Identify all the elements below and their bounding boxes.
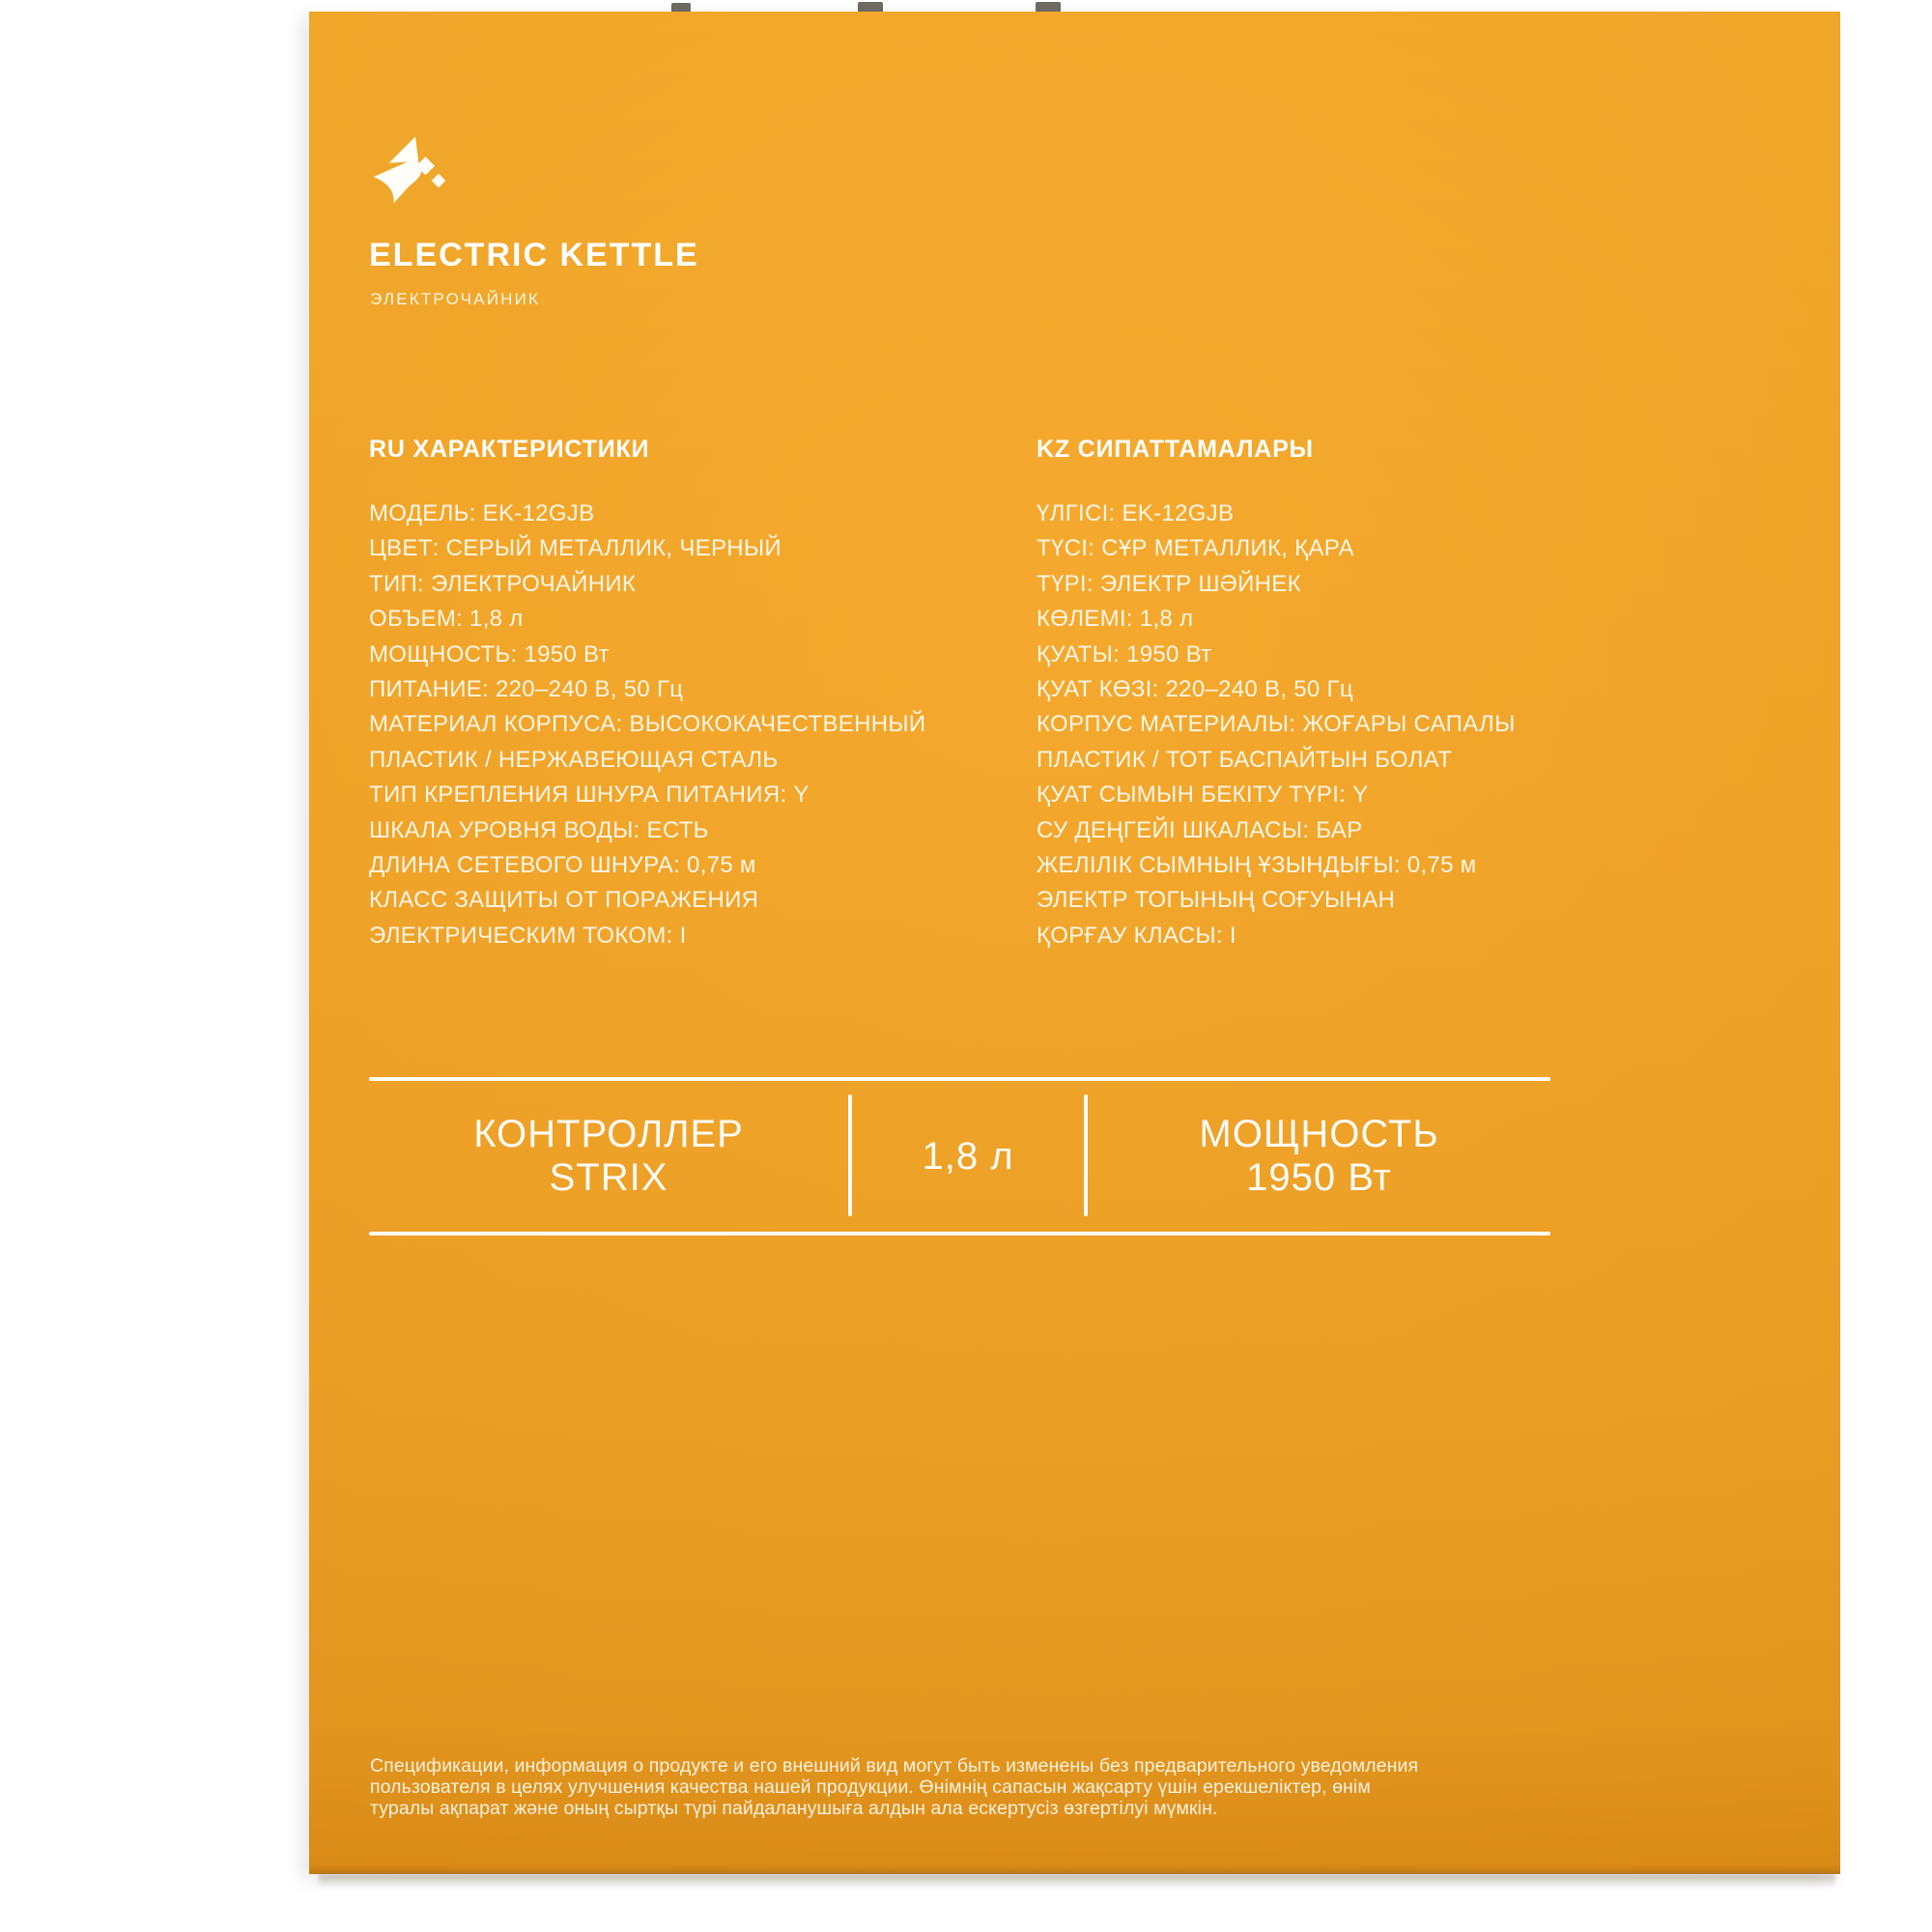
spec-line-kz-cord-length: ЖЕЛІЛІК СЫМНЫҢ ҰЗЫНДЫҒЫ: 0,75 м [1037,852,1477,879]
spec-line-ru-water-scale: ШКАЛА УРОВНЯ ВОДЫ: ЕСТЬ [369,816,709,843]
band-rule-bottom [369,1232,1550,1236]
brand-logo-icon [369,130,446,208]
spec-line-kz-volume: КӨЛЕМІ: 1,8 л [1037,606,1194,633]
spec-line-ru-protection-2: ЭЛЕКТРИЧЕСКИМ ТОКОМ: I [369,922,687,949]
spec-line-kz-supply: ҚУАТ КӨЗІ: 220–240 В, 50 Гц [1037,676,1353,703]
product-subtitle: ЭЛЕКТРОЧАЙНИК [370,290,541,308]
feature-volume [852,1081,1084,1232]
spec-line-kz-material-1: КОРПУС МАТЕРИАЛЫ: ЖОҒАРЫ САПАЛЫ [1037,711,1516,738]
feature-volume-line-1: 1,8 л [922,1134,1014,1178]
spec-line-kz-model: ҮЛГІСІ: EK-12GJB [1037,500,1235,526]
feature-power [1088,1081,1550,1232]
spec-line-kz-protection-2: ҚОРҒАУ КЛАСЫ: I [1037,922,1236,949]
specs-ru-heading: RU ХАРАКТЕРИСТИКИ [369,436,650,463]
spec-line-ru-supply: ПИТАНИЕ: 220–240 В, 50 Гц [369,676,684,703]
product-title: ELECTRIC KETTLE [369,237,699,273]
spec-line-kz-protection-1: ЭЛЕКТР ТОГЫНЫҢ СОҒУЫНАН [1037,887,1396,914]
spec-line-ru-color: ЦВЕТ: СЕРЫЙ МЕТАЛЛИК, ЧЕРНЫЙ [369,535,781,562]
specs-kz-list [1037,497,1713,953]
specs-ru-column [369,435,1026,953]
spec-line-ru-cord-length: ДЛИНА СЕТЕВОГО ШНУРА: 0,75 м [369,852,756,879]
spec-line-kz-color: ТҮСІ: СҰР МЕТАЛЛИК, ҚАРА [1037,535,1354,562]
kettle-box-back-panel [309,12,1840,1874]
spec-line-ru-material-2: ПЛАСТИК / НЕРЖАВЕЮЩАЯ СТАЛЬ [369,746,779,773]
feature-controller-line-1: КОНТРОЛЛЕР [473,1113,744,1155]
specs-ru-list [369,497,1026,953]
feature-power-line-1: МОЩНОСТЬ [1199,1113,1439,1155]
spec-line-ru-protection-1: КЛАСС ЗАЩИТЫ ОТ ПОРАЖЕНИЯ [369,887,759,914]
legal-footnote-line-1: Спецификации, информация о продукте и его внешний вид могут быть изменены без предварительного уведомления [370,1755,1419,1776]
spec-line-ru-material-1: МАТЕРИАЛ КОРПУСА: ВЫСОКОКАЧЕСТВЕННЫЙ [369,711,926,738]
spec-line-kz-material-2: ПЛАСТИК / ТОТ БАСПАЙТЫН БОЛАТ [1037,746,1453,773]
specs-kz-heading: KZ СИПАТТАМАЛАРЫ [1037,436,1314,463]
spec-line-kz-power: ҚУАТЫ: 1950 Вт [1037,640,1212,668]
legal-footnote [370,1756,1418,1819]
spec-line-ru-volume: ОБЪЕМ: 1,8 л [369,606,524,633]
feature-controller [369,1081,848,1232]
spec-line-kz-water-scale: СУ ДЕҢГЕЙІ ШКАЛАСЫ: БАР [1037,816,1363,843]
legal-footnote-line-3: туралы ақпарат және оның сыртқы түрі пайдаланушыға алдын ала ескертусіз өзгертілуі мүмкін. [370,1797,1218,1819]
box-bottom-shadow [319,1874,1835,1888]
spec-line-kz-cord-type: ҚУАТ СЫМЫН БЕКІТУ ТҮРІ: Y [1037,781,1369,809]
spec-line-ru-type: ТИП: ЭЛЕКТРОЧАЙНИК [369,570,637,597]
specs-kz-column [1037,435,1713,953]
feature-power-line-2: 1950 Вт [1246,1156,1392,1199]
spec-line-ru-cord-type: ТИП КРЕПЛЕНИЯ ШНУРА ПИТАНИЯ: Y [369,781,810,809]
legal-footnote-line-2: пользователя в целях улучшения качества нашей продукции. Өнімнің сапасын жақсарту үшін ерекшеліктер, өнім [370,1776,1371,1798]
spec-line-ru-model: МОДЕЛЬ: EK-12GJB [369,500,595,526]
spec-line-ru-power: МОЩНОСТЬ: 1950 Вт [369,640,610,668]
feature-band [369,1077,1550,1236]
spec-line-kz-type: ТҮРІ: ЭЛЕКТР ШӘЙНЕК [1037,570,1301,597]
feature-controller-line-2: STRIX [549,1156,668,1199]
